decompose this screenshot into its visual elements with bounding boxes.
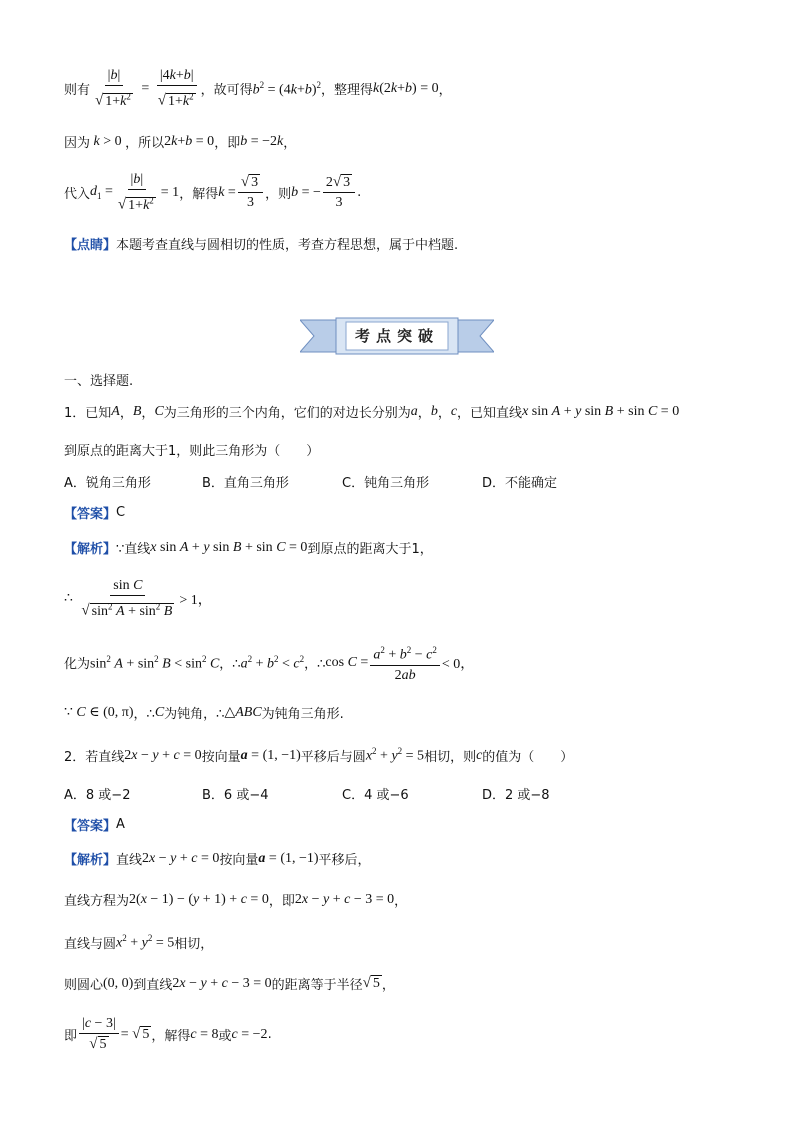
text: ，解得: [179, 187, 219, 203]
q2-analysis-5: 即 $\frac{|c - 3|}{√ 5}$ = √ 5 ，解得 c = 8 或 c = −2 .: [64, 1016, 272, 1052]
fraction: $\frac{|c - 3|}{√ 5}$: [79, 1016, 119, 1053]
prev-line-1: 则有 $\frac{|b|}{√ 1+k^2}$ = $\frac{|4k+b|}{√ 1+k^2}$ ，故可得 $b^2 = (4k+b)^2$ ，整理得 k(2k+b) = 0 ，: [64, 68, 452, 109]
q1-option-d: D．不能确定: [482, 476, 558, 491]
q2-option-c: C．4 或−6: [342, 788, 409, 803]
text: ，: [438, 83, 452, 99]
prev-line-3: 代入 $d_1$ = $\frac{|b|}{√ 1+k^2}$ = 1 ，解得 k = $\frac{√ 3}{3}$ ，则 b = − $\frac{2√ 3}{3}$ .: [64, 172, 362, 213]
text: 则有: [64, 83, 91, 99]
q1-analysis-1: 【解析】 ∵直线 x sin A + y sin B + sin C = 0 到原点的距离大于1，: [64, 539, 433, 557]
fraction: $\frac{2√ 3}{3}$: [323, 174, 355, 211]
banner-title: 考点突破: [354, 327, 439, 345]
text: 因为: [64, 136, 91, 151]
point-text: 本题考查直线与圆相切的性质，考查方程思想，属于中档题.: [116, 238, 459, 253]
q2-analysis-2: 直线方程为 2(x − 1) − (y + 1) + c = 0 ，即 2x − y + c − 3 = 0 ，: [64, 891, 408, 909]
q2-option-b: B．6 或−4: [202, 788, 269, 803]
fraction: $\frac{|b|}{√ 1+k^2}$: [117, 172, 154, 213]
text: ，故可得: [200, 83, 253, 99]
text: ，所以: [125, 136, 165, 151]
q1-stem-line-2: 到原点的距离大于1，则此三角形为（ ）: [64, 444, 320, 459]
q2-option-d: D．2 或−8: [482, 788, 550, 803]
fraction: $\frac{|b|}{√ 1+k^2}$: [95, 68, 131, 109]
q2-option-a: A．8 或−2: [64, 788, 131, 803]
q1-option-b: B．直角三角形: [202, 476, 289, 491]
text: ，即: [214, 136, 241, 151]
point-tag: 【点睛】: [64, 238, 117, 253]
fraction: $\frac{|4k+b|}{√ 1+k^2}$: [155, 68, 199, 110]
q2-answer: 【答案】 A: [64, 817, 125, 834]
fraction: $\frac{a^2 + b^2 - c^2}{2ab}$: [370, 642, 440, 684]
text: ，: [283, 136, 297, 151]
text: ，整理得: [321, 83, 374, 99]
q2-analysis-4: 则圆心 (0, 0) 到直线 2x − y + c − 3 = 0 的距离等于半径 √ 5 ，: [64, 975, 395, 993]
fraction: $\frac{√ 3}{3}$: [238, 174, 263, 211]
point-note: [64, 234, 458, 253]
q1-answer: 【答案】 C: [64, 505, 126, 522]
q1-analysis-3: 化为 $\sin^2 A + \sin^2 B < \sin^2 C$ ，∴ $a^2 + b^2 < c^2$ ，∴ cos C = $\frac{a^2 + b^2 - c^2}{2ab}$ < 0，: [64, 642, 474, 684]
q2-analysis-1: 【解析】 直线 2x − y + c = 0 按向量 a = (1, −1) 平移后，: [64, 850, 371, 868]
fraction: $\frac{\text{sin C}}{√ \sin^2 A + \sin^2 B}$: [81, 578, 173, 619]
q1-analysis-2: ∴ $\frac{\text{sin C}}{√ \sin^2 A + \sin^2 B}$ > 1，: [64, 578, 212, 619]
q2-analysis-3: 直线与圆 $x^2 + y^2 = 5$ 相切，: [64, 933, 214, 952]
section-banner: [300, 316, 494, 356]
text: 代入: [64, 187, 91, 203]
text: ，则: [265, 187, 292, 203]
text: .: [357, 185, 362, 201]
q1-analysis-4: ∵ C ∈ (0, π) ，∴ C 为钝角，∴ △ABC 为钝角三角形.: [64, 704, 344, 722]
prev-line-2: 因为 k > 0 ，所以 2k+b = 0 ，即 b = −2k ，: [64, 133, 297, 151]
q1-option-a: A．锐角三角形: [64, 476, 151, 491]
section-title: 一、选择题.: [64, 374, 134, 389]
q1-stem-line-1: 1．已知 A ， B ， C 为三角形的三个内角，它们的对边长分别为 a ， b ， c ，已知直线 x sin A + y sin B + sin C = 0: [64, 403, 680, 421]
q2-stem: 2．若直线 2x − y + c = 0 按向量 a = (1, −1) 平移后与圆 $x^2 + y^2 = 5$ 相切，则 c 的值为（ ）: [64, 746, 574, 765]
q1-option-c: C．钝角三角形: [342, 476, 430, 491]
